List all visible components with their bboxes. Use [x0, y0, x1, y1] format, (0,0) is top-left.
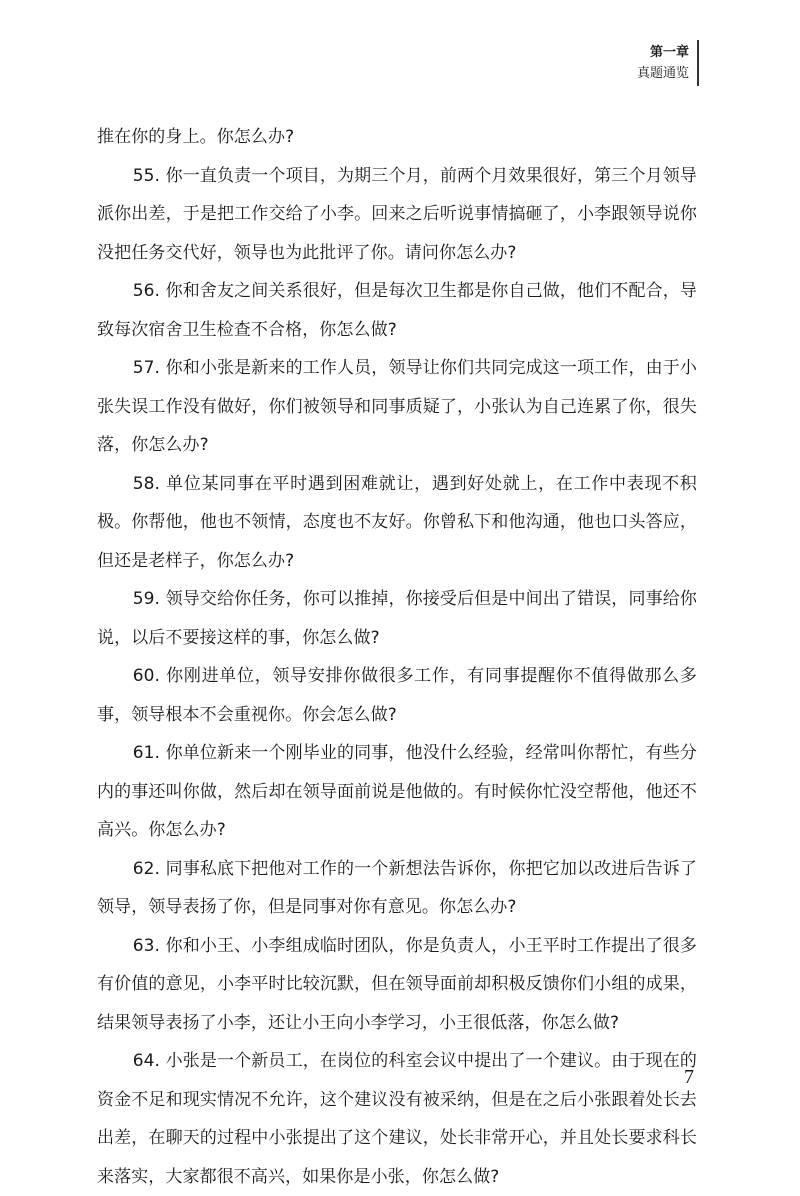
header-divider	[697, 40, 699, 86]
running-header	[637, 42, 689, 84]
question-63: 63. 你和小王、小李组成临时团队，你是负责人，小王平时工作提出了很多有价值的意见，小李平时比较沉默，但在领导面前却积极反馈你们小组的成果，结果领导表扬了小李，还让小王向小李学习，小王很低落，你怎么做?	[97, 935, 697, 1033]
section-title: 真题通览	[636, 66, 689, 81]
question-56: 56. 你和舍友之间关系很好，但是每次卫生都是你自己做，他们不配合，导致每次宿舍卫生检查不合格，你怎么做?	[97, 281, 697, 340]
question-59: 59. 领导交给你任务，你可以推掉，你接受后但是中间出了错误，同事给你说，以后不要接这样的事，你怎么做?	[97, 589, 697, 648]
chapter-title: 第一章	[649, 45, 689, 60]
page-body	[97, 118, 697, 1196]
page-number: 7	[684, 1066, 694, 1088]
paragraph-continuation: 推在你的身上。你怎么办?	[97, 127, 295, 147]
question-57: 57. 你和小张是新来的工作人员，领导让你们共同完成这一项工作，由于小张失误工作没有做好，你们被领导和同事质疑了，小张认为自己连累了你，很失落，你怎么办?	[97, 358, 697, 455]
question-55: 55. 你一直负责一个项目，为期三个月，前两个月效果很好，第三个月领导派你出差，于是把工作交给了小李。回来之后听说事情搞砸了，小李跟领导说你没把任务交代好，领导也为此批评了你。请问你怎么办?	[97, 165, 697, 263]
question-64: 64. 小张是一个新员工，在岗位的科室会议中提出了一个建议。由于现在的资金不足和现实情况不允许，这个建议没有被采纳，但是在之后小张跟着处长去出差，在聊天的过程中小张提出了这个建议，处长非常开心，并且处长要求科长来落实，大家都很不高兴，如果你是小张，你怎么做?	[97, 1051, 697, 1187]
question-58: 58. 单位某同事在平时遇到困难就让，遇到好处就上，在工作中表现不积极。你帮他，他也不领情，态度也不友好。你曾私下和他沟通，他也口头答应，但还是老样子，你怎么办?	[97, 473, 697, 571]
question-62: 62. 同事私底下把他对工作的一个新想法告诉你，你把它加以改进后告诉了领导，领导表扬了你，但是同事对你有意见。你怎么办?	[97, 858, 697, 917]
question-60: 60. 你刚进单位，领导安排你做很多工作，有同事提醒你不值得做那么多事，领导根本不会重视你。你会怎么做?	[97, 666, 697, 725]
question-61: 61. 你单位新来一个刚毕业的同事，他没什么经验，经常叫你帮忙，有些分内的事还叫你做，然后却在领导面前说是他做的。有时候你忙没空帮他，他还不高兴。你怎么办?	[97, 743, 697, 840]
